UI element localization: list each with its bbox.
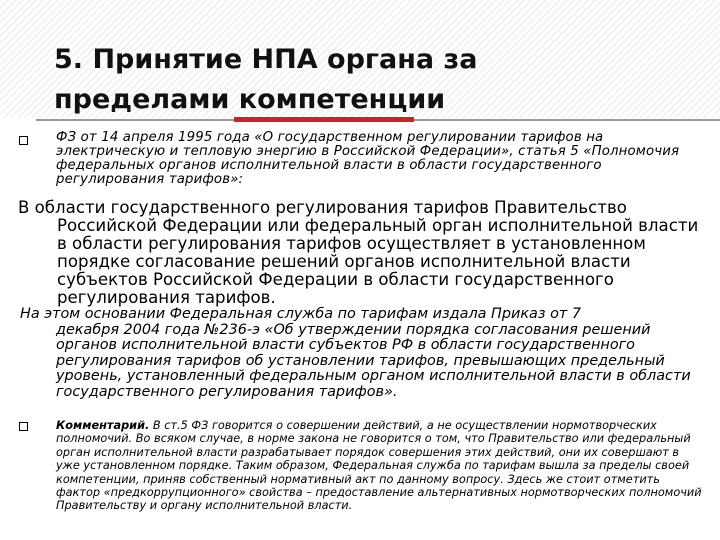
order-paragraph-rest: декабря 2004 года №236-э «Об утверждении порядка согласования решений органов исполнительной власти субъектов РФ в области государственного регулирования тарифов об установлении тарифов, превышающих предельный уровень, установленный федеральным органом исполнительной власти в области государственного регулирования тарифов».: [56, 321, 691, 400]
order-paragraph-first-line: На этом основании Федеральная служба по тарифам издала Приказ от 7: [20, 306, 581, 322]
commentary-text: В ст.5 ФЗ говорится о совершении действий, а не осуществлении нормотворческих полномочий. Во всяком случае, в норме закона не говорится о том, что Правительство или федеральный орган исполнительной власти разрабатывает порядок совершения этих действий, они их совершают в уже установленном порядке. Таким образом, Федеральная служба по тарифам вышла за пределы своей компетенции, приняв собственный нормативный акт по данному вопросу. Здесь же стоит отметить фактор «предкоррупционного» свойства – предоставление альтернативных нормотворческих полномочий Правительству и органу исполнительной власти.: [56, 419, 702, 513]
title-divider-accent: [234, 117, 414, 122]
commentary-label: Комментарий.: [56, 419, 150, 432]
main-paragraph-first-line: В области государственного регулирования тарифов Правительство: [18, 198, 627, 217]
square-bullet-icon: [19, 136, 28, 145]
title-line-1: 5. Принятие НПА органа за: [54, 44, 478, 75]
main-paragraph-rest: Российской Федерации или федеральный орган исполнительной власти в области регулирования тарифов осуществляет в установленном порядке согласование решений органов исполнительной власти субъектов Российской Федерации в области государственного регулирования тарифов.: [57, 216, 699, 307]
commentary: [56, 419, 706, 513]
title-line-2: пределами компетенции: [54, 84, 446, 115]
order-paragraph: [20, 307, 700, 400]
law-reference: ФЗ от 14 апреля 1995 года «О государственном регулировании тарифов на электрическую и тепловую энергию в Российской Федерации», статья 5 «Полномочия федеральных органов исполнительной власти в области государственного регулирования тарифов»:: [56, 130, 680, 187]
square-bullet-icon: [19, 422, 28, 431]
slide-title: [54, 40, 694, 120]
main-paragraph: [20, 199, 700, 307]
